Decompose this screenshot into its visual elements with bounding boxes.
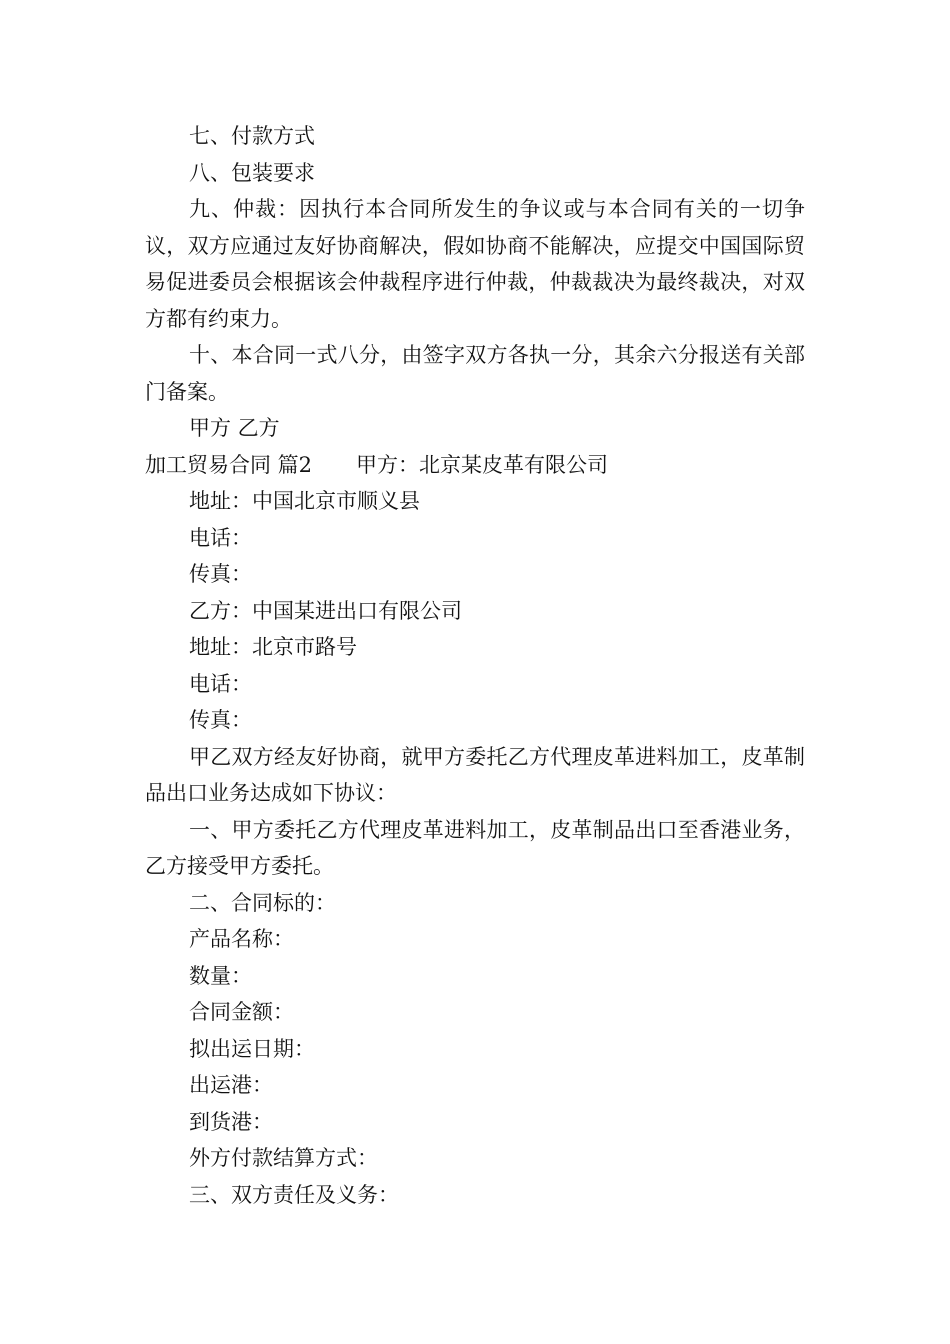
section-heading-line — [145, 447, 805, 484]
party-b-address: 地址：北京市路号 — [189, 635, 357, 659]
paragraph-payment: 七、付款方式 — [189, 124, 315, 148]
party-a-name: 甲方：北京某皮革有限公司 — [356, 452, 609, 477]
field-contract-amount: 合同金额： — [189, 1000, 294, 1024]
document-page — [145, 118, 805, 1213]
field-port-of-loading: 出运港： — [189, 1073, 273, 1097]
paragraph-copies: 十、本合同一式八分，由签字双方各执一分，其余六分报送有关部门备案。 — [145, 343, 805, 404]
paragraph-packaging: 八、包装要求 — [189, 160, 315, 185]
paragraph-signatures: 甲方 乙方 — [189, 416, 280, 440]
field-payment-method: 外方付款结算方式： — [189, 1146, 378, 1170]
paragraph-clause-two: 二、合同标的： — [189, 890, 336, 915]
party-a-fax: 传真： — [189, 562, 252, 586]
party-b-phone: 电话： — [189, 671, 252, 696]
field-quantity: 数量： — [189, 963, 252, 988]
party-b-name: 乙方：中国某进出口有限公司 — [189, 598, 462, 623]
field-shipping-date: 拟出运日期： — [189, 1036, 315, 1061]
party-b-fax: 传真： — [189, 708, 252, 732]
paragraph-clause-one: 一、甲方委托乙方代理皮革进料加工，皮革制品出口至香港业务，乙方接受甲方委托。 — [145, 817, 805, 878]
party-a-phone: 电话： — [189, 525, 252, 550]
paragraph-agreement-intro: 甲乙双方经友好协商，就甲方委托乙方代理皮革进料加工，皮革制品出口业务达成如下协议： — [145, 744, 805, 805]
section-title: 加工贸易合同 篇2 — [145, 452, 313, 477]
paragraph-arbitration: 九、仲裁：因执行本合同所发生的争议或与本合同有关的一切争议，双方应通过友好协商解决，假如协商不能解决，应提交中国国际贸易促进委员会根据该会仲裁程序进行仲裁，仲裁裁决为最终裁决，对双方都有约束力。 — [145, 197, 805, 331]
paragraph-clause-three: 三、双方责任及义务： — [189, 1182, 399, 1207]
field-port-of-destination: 到货港： — [189, 1109, 273, 1134]
party-a-address: 地址：中国北京市顺义县 — [189, 489, 420, 513]
field-product-name: 产品名称： — [189, 927, 294, 951]
